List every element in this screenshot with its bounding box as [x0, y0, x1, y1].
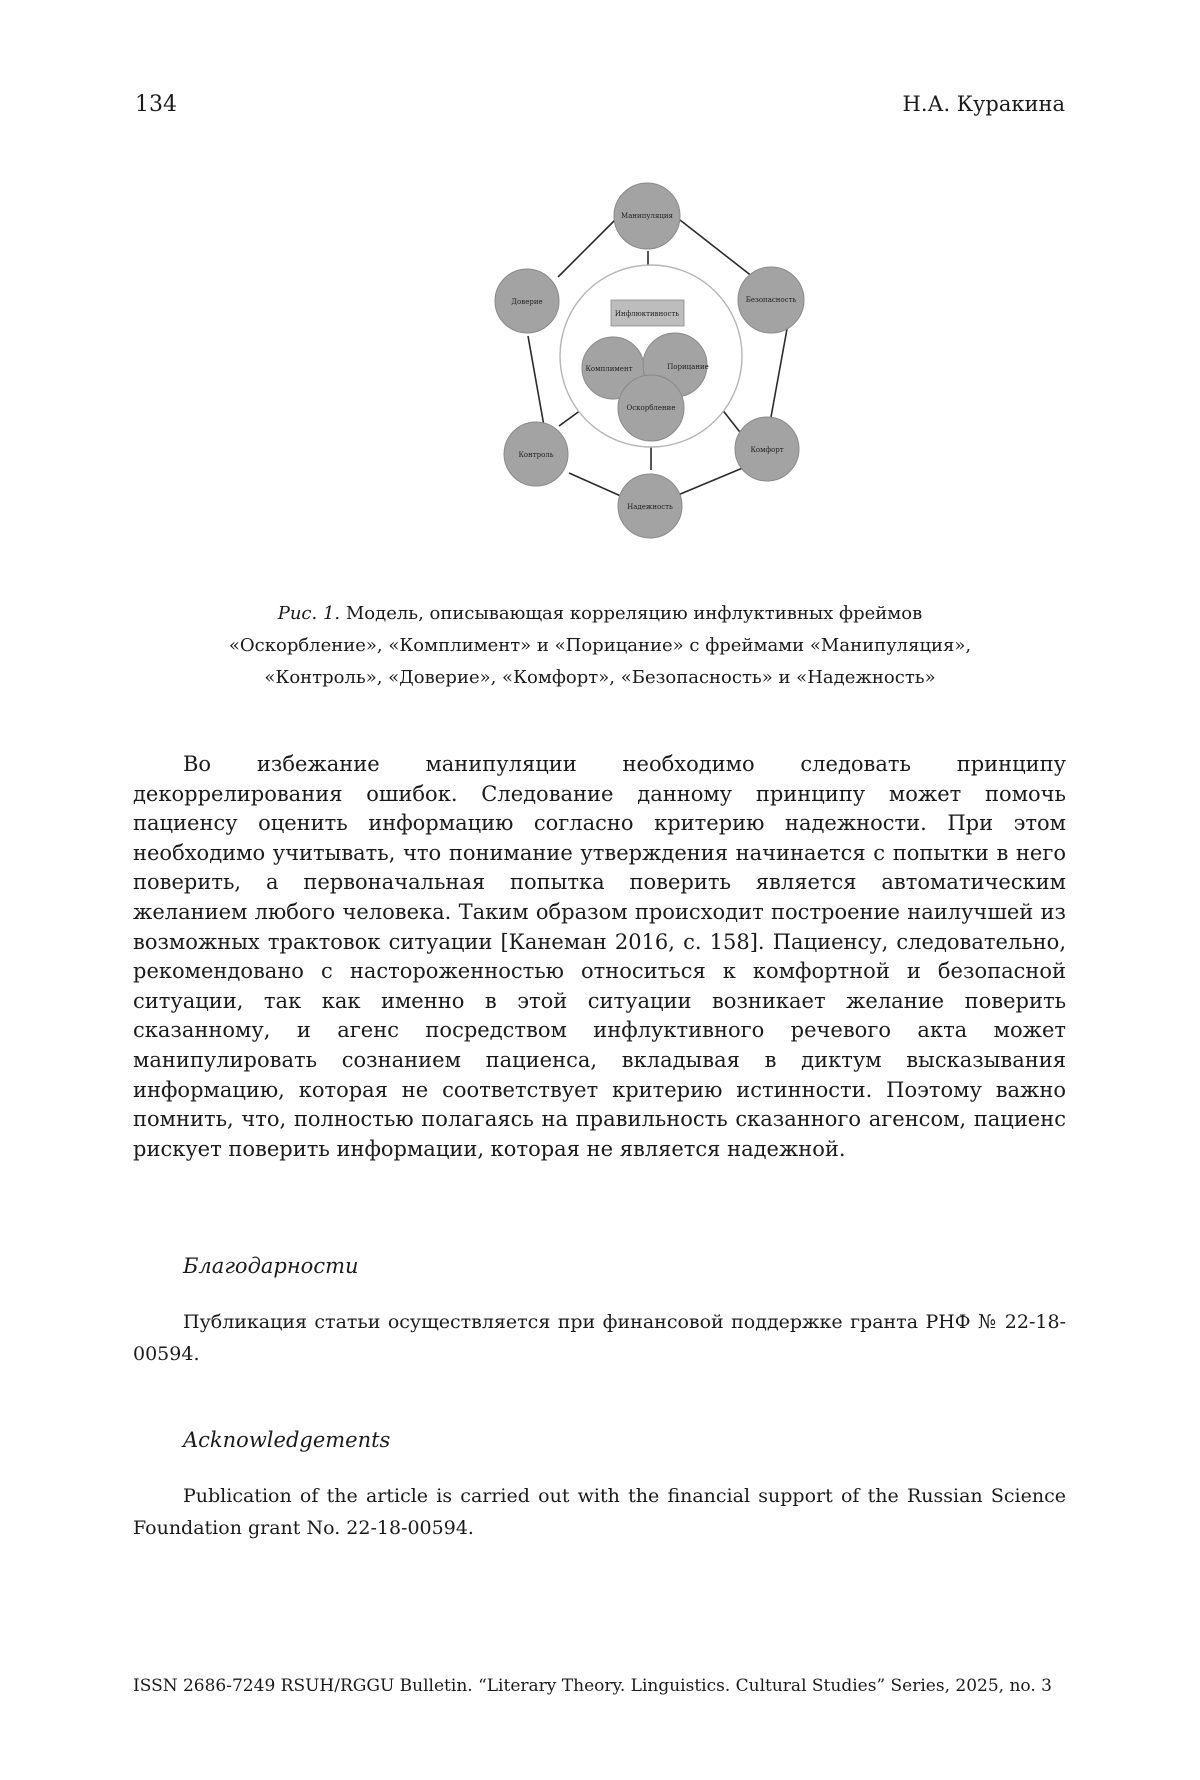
- connector-safety-comfort: [771, 329, 787, 417]
- connector-inner-control: [559, 410, 581, 426]
- page-number: 134: [135, 92, 177, 117]
- author-name: Н.А. Куракина: [902, 92, 1065, 116]
- acknowledgements-ru-paragraph: Публикация статьи осуществляется при финансовой поддержке гранта РНФ № 22-18-00594.: [133, 1311, 1066, 1365]
- compliment-label: Комплимент: [585, 365, 633, 373]
- trust-label: Доверие: [511, 298, 543, 306]
- connector-comfort-reliability: [678, 467, 745, 495]
- running-head: [135, 92, 1065, 122]
- figure-1: [420, 158, 797, 578]
- insult-label: Оскорбление: [626, 404, 676, 412]
- acknowledgements-en-heading: Acknowledgements: [183, 1428, 391, 1452]
- figure-caption: [170, 598, 1030, 694]
- acknowledgements-ru-heading: Благодарности: [183, 1254, 359, 1278]
- connector-trust-manipulation: [558, 218, 617, 277]
- connector-manipulation-safety: [680, 220, 753, 277]
- body-paragraph: Во избежание манипуляции необходимо следовать принципу декоррелирования ошибок. Следование данному принципу может помочь пациенсу оценить информацию согласно критерию надежности. При этом необходимо учитывать, что понимание утверждения начинается с попытки в него поверить, а первоначальная попытка поверить является автоматическим желанием любого человека. Таким образом происходит построение наилучшей из возможных трактовок ситуации [Канеман 2016, с. 158]. Пациенсу, следовательно, рекомендовано с настороженностью относиться к комфортной и безопасной ситуации, так как именно в этой ситуации возникает желание поверить сказанному, и агенс посредством инфлуктивного речевого акта может манипулировать сознанием пациенса, вкладывая в диктум высказывания информацию, которая не соответствует критерию истинности. Поэтому важно помнить, что, полностью полагаясь на правильность сказанного агенсом, пациенс рискует поверить информации, которая не является надежной.: [133, 752, 1066, 1161]
- control-label: Контроль: [518, 451, 554, 459]
- comfort-label: Комфорт: [750, 446, 784, 454]
- journal-footer: ISSN 2686-7249 RSUH/RGGU Bulletin. “Literary Theory. Linguistics. Cultural Studies” Series, 2025, no. 3: [133, 1676, 1052, 1696]
- acknowledgements-en-paragraph: Publication of the article is carried out with the financial support of the Russian Science Foundation grant No. 22-18-00594.: [133, 1485, 1066, 1539]
- main-paragraph: [133, 750, 1066, 1164]
- caption-line-3: «Контроль», «Доверие», «Комфорт», «Безопасность» и «Надежность»: [264, 667, 936, 688]
- acknowledgements-ru-text: [133, 1306, 1066, 1370]
- reliability-label: Надежность: [627, 503, 673, 511]
- caption-figure-label: Рис. 1.: [277, 603, 341, 624]
- acknowledgements-en-text: [133, 1480, 1066, 1544]
- caption-line-1: Модель, описывающая корреляцию инфлуктивных фреймов: [345, 603, 923, 624]
- inflective-label: Инфлюктивность: [614, 310, 680, 318]
- connector-reliability-control: [569, 473, 623, 497]
- manipulation-label: Манипуляция: [621, 212, 673, 220]
- connector-control-trust: [528, 336, 544, 426]
- safety-label: Безопасность: [745, 296, 797, 304]
- censure-label: Порицание: [667, 363, 709, 371]
- caption-line-2: «Оскорбление», «Комплимент» и «Порицание» с фреймами «Манипуляция»,: [228, 635, 972, 656]
- correlation-diagram: [420, 158, 797, 578]
